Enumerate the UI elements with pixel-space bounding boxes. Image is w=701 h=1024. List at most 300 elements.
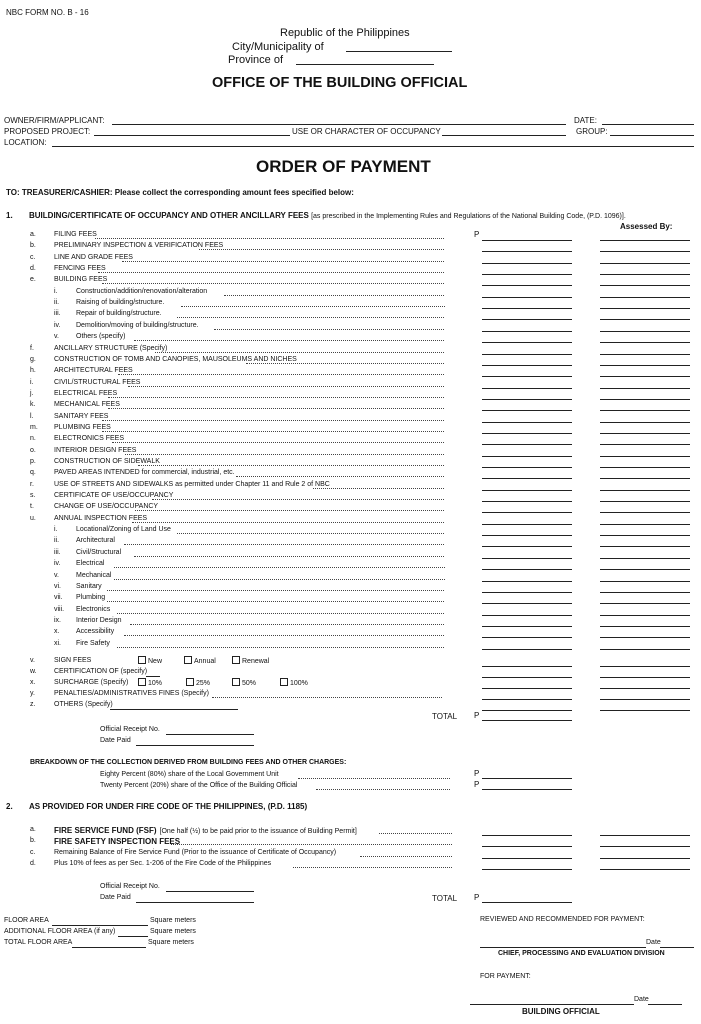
fee-label: Civil/Structural — [76, 549, 122, 556]
fee-assessor-field[interactable] — [600, 649, 690, 650]
group-field[interactable] — [610, 135, 694, 136]
fee-leader-dots — [108, 397, 444, 398]
fee-leader-dots — [224, 295, 444, 296]
fee-leader-dots — [246, 363, 444, 364]
fee-label: ANCILLARY STRUCTURE (Specify) — [54, 345, 168, 352]
fee-label: ELECTRONICS FEES — [54, 435, 125, 442]
surcharge-100-checkbox[interactable] — [280, 678, 288, 686]
section1-number: 1. — [6, 211, 13, 220]
sign-new-label: New — [148, 658, 163, 665]
total1-field[interactable] — [482, 720, 572, 721]
form-number: NBC FORM NO. B - 16 — [6, 8, 89, 17]
fee-assessor-field[interactable] — [600, 478, 690, 479]
total-area-label: TOTAL FLOOR AREA — [4, 939, 73, 946]
breakdown-line1: Eighty Percent (80%) share of the Local Government Unit — [100, 771, 279, 778]
fire-label-text: Plus 10% of fees as per Sec. 1-206 of the Fire Code of the Philippines — [54, 860, 272, 867]
others-field[interactable] — [110, 709, 238, 710]
fire-amount-field[interactable] — [482, 846, 572, 847]
fee-label: Electronics — [76, 606, 111, 613]
fire-assessor-field[interactable] — [600, 858, 690, 859]
reviewed-signature-field[interactable] — [480, 947, 646, 948]
fee-amount-field[interactable] — [482, 319, 572, 320]
fee-amount-field[interactable] — [482, 546, 572, 547]
fee-amount-field[interactable] — [482, 297, 572, 298]
fee-amount-field[interactable] — [482, 699, 572, 700]
fee-letter: k. — [30, 401, 36, 408]
section2-heading: AS PROVIDED FOR UNDER FIRE CODE OF THE PHILIPPINES, (P.D. 1185) — [29, 802, 308, 811]
fee-label: FENCING FEES — [54, 265, 106, 272]
fee-amount-field[interactable] — [482, 677, 572, 678]
fee-amount-field[interactable] — [482, 603, 572, 604]
datepaid1-field[interactable] — [136, 745, 254, 746]
fee-amount-field[interactable] — [482, 240, 572, 241]
floor-area-field[interactable] — [52, 925, 148, 926]
fee-assessor-field[interactable] — [600, 569, 690, 570]
fire-amount-field[interactable] — [482, 869, 572, 870]
fee-leader-dots — [117, 647, 444, 648]
fee-amount-field[interactable] — [482, 501, 572, 502]
fee-letter: o. — [30, 447, 36, 454]
fee-label: ELECTRICAL FEES — [54, 390, 118, 397]
fee-leader-dots — [124, 544, 444, 545]
fee-assessor-field[interactable] — [600, 581, 690, 582]
receipt2-label: Official Receipt No. — [100, 883, 160, 890]
city-field[interactable] — [346, 51, 452, 52]
fee-leader-dots — [134, 340, 444, 341]
fee-letter: vii. — [54, 594, 63, 601]
fee-letter: i. — [54, 526, 58, 533]
fee-letter: r. — [30, 481, 34, 488]
reviewed-date-label: Date — [646, 939, 661, 946]
fee-letter: u. — [30, 515, 36, 522]
project-field[interactable] — [94, 135, 290, 136]
sign-fees-letter: v. — [30, 657, 35, 664]
fee-label: Fire Safety — [76, 640, 110, 647]
official-date-label: Date — [634, 996, 649, 1003]
fee-letter: p. — [30, 458, 36, 465]
floor-area-label: FLOOR AREA — [4, 917, 49, 924]
fee-letter: xi. — [54, 640, 61, 647]
fee-letter: ii. — [54, 299, 60, 306]
breakdown-heading: BREAKDOWN OF THE COLLECTION DERIVED FROM BUILDING FEES AND OTHER CHARGES: — [30, 759, 347, 766]
fire-amount-field[interactable] — [482, 858, 572, 859]
fire-leader-dots — [379, 833, 452, 834]
surcharge-10-checkbox[interactable] — [138, 678, 146, 686]
fee-label: Construction/addition/renovation/alteration — [76, 288, 208, 295]
fee-letter: d. — [30, 265, 36, 272]
breakdown-line2: Twenty Percent (20%) share of the Office of the Building Official — [100, 782, 298, 789]
fee-amount-field[interactable] — [482, 388, 572, 389]
fee-assessor-field[interactable] — [600, 297, 690, 298]
fee-amount-field[interactable] — [482, 331, 572, 332]
location-label: LOCATION: — [4, 138, 47, 147]
fire-assessor-field[interactable] — [600, 846, 690, 847]
official-signature-field[interactable] — [470, 1004, 634, 1005]
total1-peso: P — [474, 711, 480, 720]
fee-label: MECHANICAL FEES — [54, 401, 120, 408]
reviewed-date-field[interactable] — [660, 947, 694, 948]
fee-label: Others (specify) — [76, 333, 126, 340]
fee-label: Raising of building/structure. — [76, 299, 165, 306]
fee-letter: i. — [30, 379, 34, 386]
fee-leader-dots — [125, 454, 444, 455]
fee-amount-field[interactable] — [482, 456, 572, 457]
fee-assessor-field[interactable] — [600, 251, 690, 252]
fee-label: CERTIFICATE OF USE/OCCUPANCY — [54, 492, 174, 499]
fire-letter: a. — [30, 826, 36, 833]
fee-leader-dots — [177, 533, 444, 534]
fee-assessor-field[interactable] — [600, 558, 690, 559]
republic-text: Republic of the Philippines — [280, 27, 410, 39]
sign-new-checkbox[interactable] — [138, 656, 146, 664]
fee-amount-field[interactable] — [482, 365, 572, 366]
fee-amount-field[interactable] — [482, 251, 572, 252]
fee-amount-field[interactable] — [482, 666, 572, 667]
fee-assessor-field[interactable] — [600, 354, 690, 355]
fee-leader-dots — [107, 601, 444, 602]
for-payment-label: FOR PAYMENT: — [480, 973, 531, 980]
fee-amount-field[interactable] — [482, 649, 572, 650]
surcharge-25-option[interactable] — [186, 678, 210, 687]
fee-letter: iv. — [54, 560, 61, 567]
total-area-field[interactable] — [72, 947, 146, 948]
fee-amount-field[interactable] — [482, 376, 572, 377]
fee-assessor-field[interactable] — [600, 677, 690, 678]
fee-assessor-field[interactable] — [600, 603, 690, 604]
breakdown-dots1 — [298, 778, 450, 779]
fire-label-text: FIRE SAFETY INSPECTION FEES — [54, 837, 181, 846]
fee-letter: l. — [30, 413, 34, 420]
others-label: OTHERS (Specify) — [54, 701, 113, 708]
fee-leader-dots — [138, 465, 444, 466]
fee-leader-dots — [112, 442, 444, 443]
fee-leader-dots — [114, 567, 445, 568]
sign-new-option[interactable] — [138, 656, 162, 665]
fee-assessor-field[interactable] — [600, 331, 690, 332]
fee-assessor-field[interactable] — [600, 490, 690, 491]
fee-amount-field[interactable] — [482, 558, 572, 559]
province-field[interactable] — [296, 64, 434, 65]
fee-letter: b. — [30, 242, 36, 249]
section1-note: [as prescribed in the Implementing Rules and Regulations of the National Building Code, (P.D. 1096)]. — [311, 213, 626, 220]
fee-assessor-field[interactable] — [600, 240, 690, 241]
sign-renewal-checkbox[interactable] — [232, 656, 240, 664]
sign-annual-option[interactable] — [184, 656, 216, 665]
fee-assessor-field[interactable] — [600, 376, 690, 377]
fee-amount-field[interactable] — [482, 592, 572, 593]
fee-amount-field[interactable] — [482, 308, 572, 309]
fire-assessor-field[interactable] — [600, 835, 690, 836]
surcharge-50-checkbox[interactable] — [232, 678, 240, 686]
fee-label: ANNUAL INSPECTION FEES — [54, 515, 148, 522]
surcharge-100-option[interactable] — [280, 678, 308, 687]
fee-leader-dots — [155, 352, 444, 353]
fee-label: Plumbing — [76, 594, 106, 601]
fee-letter: h. — [30, 367, 36, 374]
fee-amount-field[interactable] — [482, 399, 572, 400]
fee-amount-field[interactable] — [482, 444, 572, 445]
fee-leader-dots — [134, 556, 444, 557]
total2-peso: P — [474, 893, 480, 902]
penalties-label: PENALTIES/ADMINISTRATIVES FINES (Specify) — [54, 690, 209, 697]
fee-label: LINE AND GRADE FEES — [54, 254, 133, 261]
fee-letter: iii. — [54, 310, 61, 317]
breakdown-peso1: P — [474, 769, 480, 778]
fee-amount-field[interactable] — [482, 478, 572, 479]
fee-label: Demolition/moving of building/structure. — [76, 322, 199, 329]
province-label: Province of — [228, 54, 284, 66]
fee-assessor-field[interactable] — [600, 699, 690, 700]
fire-letter: b. — [30, 837, 36, 844]
breakdown-field2[interactable] — [482, 789, 572, 790]
fee-amount-field[interactable] — [482, 263, 572, 264]
fee-assessor-field[interactable] — [600, 592, 690, 593]
fee-assessor-field[interactable] — [600, 365, 690, 366]
receipt1-label: Official Receipt No. — [100, 726, 160, 733]
fee-amount-field[interactable] — [482, 433, 572, 434]
fee-assessor-field[interactable] — [600, 422, 690, 423]
sign-annual-label: Annual — [194, 658, 216, 665]
fee-letter: j. — [30, 390, 34, 397]
sign-renewal-label: Renewal — [242, 658, 270, 665]
fee-label: SANITARY FEES — [54, 413, 109, 420]
fee-amount-field[interactable] — [482, 688, 572, 689]
fee-assessor-field[interactable] — [600, 615, 690, 616]
fee-assessor-field[interactable] — [600, 710, 690, 711]
surcharge-10-option[interactable] — [138, 678, 162, 687]
fire-leader-dots — [360, 856, 452, 857]
surcharge-label: SURCHARGE (Specify) — [54, 679, 129, 686]
city-label: City/Municipality of — [232, 41, 324, 53]
fee-amount-field[interactable] — [482, 354, 572, 355]
receipt2-field[interactable] — [166, 891, 254, 892]
use-field[interactable] — [442, 135, 566, 136]
fee-assessor-field[interactable] — [600, 456, 690, 457]
fee-label: Repair of building/structure. — [76, 310, 162, 317]
surcharge-letter: x. — [30, 679, 36, 686]
fee-leader-dots — [181, 306, 445, 307]
sign-fees-label: SIGN FEES — [54, 657, 92, 664]
fee-label: PRELIMINARY INSPECTION & VERIFICATION FEES — [54, 242, 224, 249]
fee-leader-dots — [236, 476, 444, 477]
fee-amount-field[interactable] — [482, 422, 572, 423]
fee-amount-field[interactable] — [482, 285, 572, 286]
fee-amount-field[interactable] — [482, 569, 572, 570]
fee-letter: e. — [30, 276, 36, 283]
fee-assessor-field[interactable] — [600, 546, 690, 547]
location-field[interactable] — [52, 146, 694, 147]
reviewed-label: REVIEWED AND RECOMMENDED FOR PAYMENT: — [480, 916, 645, 923]
fee-assessor-field[interactable] — [600, 626, 690, 627]
fire-assessor-field[interactable] — [600, 869, 690, 870]
date-field[interactable] — [602, 124, 694, 125]
fire-leader-dots — [171, 844, 452, 845]
section1-heading: BUILDING/CERTIFICATE OF OCCUPANCY AND OTHER ANCILLARY FEES — [29, 211, 309, 220]
fee-letter: n. — [30, 435, 36, 442]
fee-letter: q. — [30, 469, 36, 476]
fee-label: BUILDING FEES — [54, 276, 108, 283]
fee-assessor-field[interactable] — [600, 524, 690, 525]
fee-assessor-field[interactable] — [600, 501, 690, 502]
fee-label: ARCHITECTURAL FEES — [54, 367, 133, 374]
peso-sign: P — [474, 230, 480, 239]
fee-assessor-field[interactable] — [600, 263, 690, 264]
fee-letter: a. — [30, 231, 36, 238]
fee-assessor-field[interactable] — [600, 308, 690, 309]
certification-label: CERTIFICATION OF (specify) — [54, 668, 148, 675]
fee-leader-dots — [108, 408, 444, 409]
fee-amount-field[interactable] — [482, 342, 572, 343]
fee-leader-dots — [152, 499, 444, 500]
fee-amount-field[interactable] — [482, 512, 572, 513]
surcharge-100-label: 100% — [290, 680, 308, 687]
fee-letter: vi. — [54, 583, 61, 590]
total2-label: TOTAL — [432, 894, 458, 903]
fee-assessor-field[interactable] — [600, 467, 690, 468]
fee-amount-field[interactable] — [482, 626, 572, 627]
additional-area-label: ADDITIONAL FLOOR AREA (if any) — [4, 928, 116, 935]
fee-letter: s. — [30, 492, 36, 499]
fee-leader-dots — [95, 238, 444, 239]
section1-heading-wrap — [29, 211, 626, 220]
fee-assessor-field[interactable] — [600, 410, 690, 411]
fee-label: INTERIOR DESIGN FEES — [54, 447, 137, 454]
fee-leader-dots — [122, 261, 444, 262]
fire-label-text: Remaining Balance of Fire Service Fund (Prior to the issuance of Certificate of Occupancy) — [54, 849, 337, 856]
fee-assessor-field[interactable] — [600, 535, 690, 536]
fee-label: Accessibility — [76, 628, 115, 635]
datepaid2-label: Date Paid — [100, 894, 131, 901]
surcharge-10-label: 10% — [148, 680, 163, 687]
fee-assessor-field[interactable] — [600, 666, 690, 667]
fee-assessor-field[interactable] — [600, 342, 690, 343]
fee-leader-dots — [102, 283, 444, 284]
fee-assessor-field[interactable] — [600, 399, 690, 400]
page-title: ORDER OF PAYMENT — [256, 157, 431, 176]
surcharge-25-checkbox[interactable] — [186, 678, 194, 686]
fire-amount-field[interactable] — [482, 835, 572, 836]
fire-label — [54, 860, 271, 867]
section2-number: 2. — [6, 802, 13, 811]
fee-amount-field[interactable] — [482, 524, 572, 525]
fee-assessor-field[interactable] — [600, 444, 690, 445]
breakdown-peso2: P — [474, 780, 480, 789]
fee-amount-field[interactable] — [482, 410, 572, 411]
date-label: DATE: — [574, 116, 597, 125]
fee-letter: f. — [30, 345, 34, 352]
fire-label — [54, 837, 180, 846]
fee-label: Architectural — [76, 537, 115, 544]
fee-amount-field[interactable] — [482, 490, 572, 491]
fee-assessor-field[interactable] — [600, 388, 690, 389]
fire-letter: c. — [30, 849, 36, 856]
fee-amount-field[interactable] — [482, 535, 572, 536]
fire-label-text: FIRE SERVICE FUND (FSF) — [54, 826, 157, 835]
fee-amount-field[interactable] — [482, 467, 572, 468]
total2-field[interactable] — [482, 902, 572, 903]
fire-leader-dots — [293, 867, 452, 868]
additional-area-unit: Square meters — [150, 928, 196, 935]
fee-letter: iv. — [54, 322, 61, 329]
project-label: PROPOSED PROJECT: — [4, 127, 91, 136]
fee-label: Sanitary — [76, 583, 102, 590]
fire-letter: d. — [30, 860, 36, 867]
others-letter: z. — [30, 701, 36, 708]
fee-letter: i. — [54, 288, 58, 295]
fee-leader-dots — [117, 613, 444, 614]
fee-leader-dots — [102, 431, 444, 432]
additional-area-field[interactable] — [118, 936, 148, 937]
datepaid1-label: Date Paid — [100, 737, 131, 744]
fee-letter: x. — [54, 628, 60, 635]
fee-leader-dots — [130, 624, 444, 625]
fee-label: Locational/Zoning of Land Use — [76, 526, 171, 533]
fee-letter: v. — [54, 333, 59, 340]
fee-letter: v. — [54, 572, 59, 579]
fee-leader-dots — [107, 590, 444, 591]
fee-letter: iii. — [54, 549, 61, 556]
fee-assessor-field[interactable] — [600, 512, 690, 513]
surcharge-50-option[interactable] — [232, 678, 256, 687]
chief-title: CHIEF, PROCESSING AND EVALUATION DIVISION — [498, 950, 665, 957]
breakdown-dots2 — [316, 789, 450, 790]
fee-letter: ix. — [54, 617, 61, 624]
sign-annual-checkbox[interactable] — [184, 656, 192, 664]
fee-amount-field[interactable] — [482, 615, 572, 616]
fee-letter: viii. — [54, 606, 65, 613]
fee-amount-field[interactable] — [482, 637, 572, 638]
fee-leader-dots — [114, 579, 445, 580]
fee-assessor-field[interactable] — [600, 433, 690, 434]
datepaid2-field[interactable] — [136, 902, 254, 903]
fee-assessor-field[interactable] — [600, 285, 690, 286]
official-date-field[interactable] — [648, 1004, 682, 1005]
fee-assessor-field[interactable] — [600, 688, 690, 689]
fee-assessor-field[interactable] — [600, 274, 690, 275]
sign-renewal-option[interactable] — [232, 656, 269, 665]
fee-label: CHANGE OF USE/OCCUPANCY — [54, 503, 159, 510]
penalties-dots — [212, 697, 442, 698]
certification-letter: w. — [30, 668, 37, 675]
fee-assessor-field[interactable] — [600, 319, 690, 320]
total1-label: TOTAL — [432, 712, 458, 721]
breakdown-field1[interactable] — [482, 778, 572, 779]
fee-label: PAVED AREAS INTENDED for commercial, industrial, etc. — [54, 469, 235, 476]
fire-label — [54, 849, 336, 856]
fee-amount-field[interactable] — [482, 274, 572, 275]
receipt1-field[interactable] — [166, 734, 254, 735]
fee-leader-dots — [132, 522, 444, 523]
fee-letter: m. — [30, 424, 38, 431]
owner-field[interactable] — [112, 124, 566, 125]
surcharge-25-label: 25% — [196, 680, 211, 687]
fee-label: FILING FEES — [54, 231, 97, 238]
fee-amount-field[interactable] — [482, 581, 572, 582]
fee-amount-field[interactable] — [482, 710, 572, 711]
assessed-by-label: Assessed By: — [620, 222, 673, 231]
certification-field[interactable] — [146, 676, 160, 677]
fee-label: Interior Design — [76, 617, 122, 624]
fire-note: [One half (½) to be paid prior to the issuance of Building Permit] — [159, 828, 357, 835]
fee-label: CIVIL/STRUCTURAL FEES — [54, 379, 141, 386]
fee-label: USE OF STREETS AND SIDEWALKS as permitted under Chapter 11 and Rule 2 of NBC — [54, 481, 330, 488]
fee-assessor-field[interactable] — [600, 637, 690, 638]
fee-leader-dots — [98, 272, 444, 273]
use-label: USE OR CHARACTER OF OCCUPANCY — [292, 127, 441, 136]
office-title: OFFICE OF THE BUILDING OFFICIAL — [212, 75, 468, 91]
floor-area-unit: Square meters — [150, 917, 196, 924]
fee-leader-dots — [124, 635, 444, 636]
